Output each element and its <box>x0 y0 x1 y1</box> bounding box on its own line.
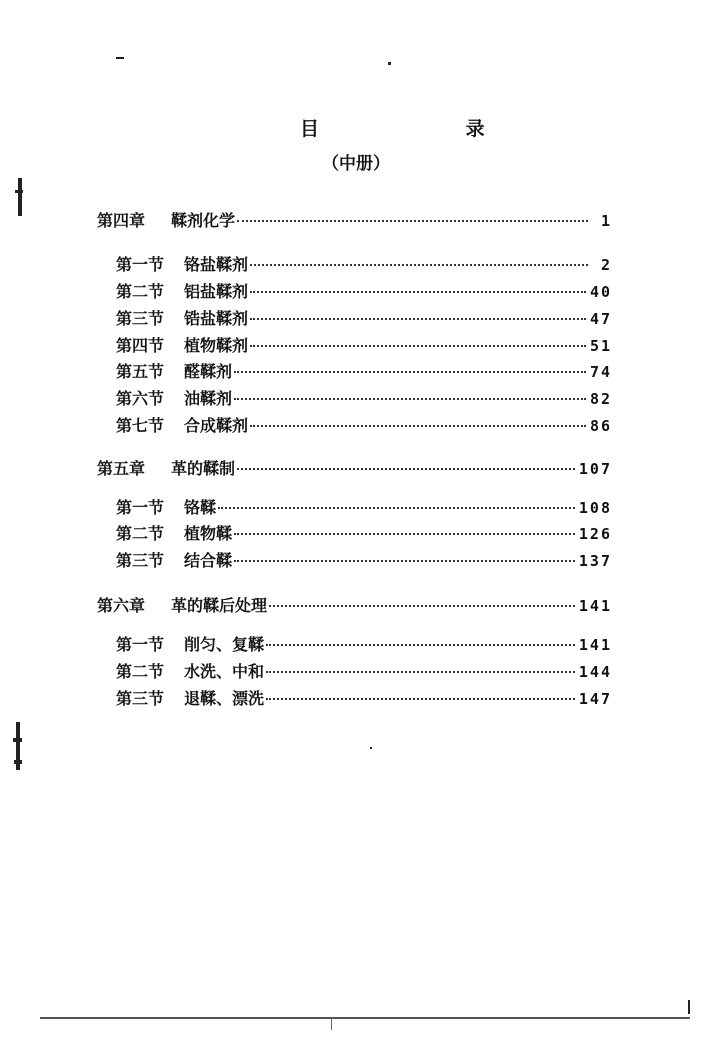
section-title: 合成鞣剂 <box>184 416 249 435</box>
dot-leader <box>250 345 586 347</box>
page-number: 51 <box>589 337 612 355</box>
chapter-number: 第六章 <box>97 596 146 615</box>
dot-leader <box>250 264 588 266</box>
page-number: 141 <box>578 636 612 654</box>
binding-mark <box>15 190 23 193</box>
binding-mark <box>13 738 22 742</box>
dot-leader <box>234 371 586 373</box>
page-bottom-rule <box>40 1017 690 1019</box>
toc-section-row <box>116 279 612 303</box>
toc-section-row <box>116 521 612 545</box>
toc-section-row <box>116 386 612 410</box>
section-number: 第一节 <box>116 255 165 274</box>
section-number: 第三节 <box>116 551 165 570</box>
dot-leader <box>250 425 586 427</box>
dot-leader <box>266 644 575 646</box>
page-number: 2 <box>600 256 612 274</box>
page-number: 86 <box>589 417 612 435</box>
dot-leader <box>269 605 575 607</box>
section-title: 油鞣剂 <box>184 389 233 408</box>
toc-section-row <box>116 306 612 330</box>
section-title: 结合鞣 <box>184 551 233 570</box>
chapter-number: 第五章 <box>97 459 146 478</box>
toc-section-row <box>116 495 612 519</box>
dot-leader <box>237 468 575 470</box>
dot-leader <box>250 318 586 320</box>
section-number: 第三节 <box>116 309 165 328</box>
page-number: 108 <box>578 499 612 517</box>
page-number: 141 <box>578 597 612 615</box>
section-title: 削匀、复鞣 <box>184 635 265 654</box>
section-title: 铬盐鞣剂 <box>184 255 249 274</box>
section-title: 植物鞣剂 <box>184 336 249 355</box>
chapter-title: 革的鞣后处理 <box>171 596 268 615</box>
dot-leader <box>218 507 575 509</box>
section-title: 锆盐鞣剂 <box>184 309 249 328</box>
section-title: 铬鞣 <box>184 498 217 517</box>
toc-section-row <box>116 333 612 357</box>
page-number: 74 <box>589 363 612 381</box>
section-title: 水洗、中和 <box>184 662 265 681</box>
page-number: 137 <box>578 552 612 570</box>
dot-leader <box>266 671 575 673</box>
page-number: 1 <box>600 212 612 230</box>
section-number: 第一节 <box>116 498 165 517</box>
dot-leader <box>237 220 588 222</box>
section-title: 铝盐鞣剂 <box>184 282 249 301</box>
toc-section-row <box>116 632 612 656</box>
toc-section-row <box>116 359 612 383</box>
section-number: 第七节 <box>116 416 165 435</box>
scan-speck <box>388 62 391 65</box>
scan-speck <box>116 57 124 59</box>
page-number: 144 <box>578 663 612 681</box>
section-number: 第一节 <box>116 635 165 654</box>
toc-section-row <box>116 413 612 437</box>
section-number: 第二节 <box>116 282 165 301</box>
binding-mark <box>14 760 22 764</box>
section-number: 第三节 <box>116 689 165 708</box>
section-number: 第二节 <box>116 662 165 681</box>
toc-section-row <box>116 659 612 683</box>
page-number: 40 <box>589 283 612 301</box>
page-bottom-tick <box>331 1018 332 1030</box>
section-number: 第二节 <box>116 524 165 543</box>
chapter-title: 鞣剂化学 <box>171 211 236 230</box>
page-number: 147 <box>578 690 612 708</box>
dot-leader <box>234 560 575 562</box>
chapter-title: 革的鞣制 <box>171 459 236 478</box>
page-number: 107 <box>578 460 612 478</box>
dot-leader <box>266 698 575 700</box>
section-title: 退鞣、漂洗 <box>184 689 265 708</box>
scan-speck <box>370 747 372 749</box>
toc-section-row <box>116 686 612 710</box>
binding-mark <box>18 178 22 216</box>
toc-chapter-row <box>97 208 612 232</box>
section-number: 第四节 <box>116 336 165 355</box>
toc-chapter-row <box>97 593 612 617</box>
section-number: 第六节 <box>116 389 165 408</box>
page-title: 目 录 <box>300 118 555 140</box>
section-number: 第五节 <box>116 362 165 381</box>
chapter-number: 第四章 <box>97 211 146 230</box>
section-title: 植物鞣 <box>184 524 233 543</box>
page-number: 47 <box>589 310 612 328</box>
toc-chapter-row <box>97 456 612 480</box>
section-title: 醛鞣剂 <box>184 362 233 381</box>
toc-section-row <box>116 548 612 572</box>
dot-leader <box>234 533 575 535</box>
dot-leader <box>250 291 586 293</box>
page-subtitle: （中册） <box>322 154 390 174</box>
dot-leader <box>234 398 586 400</box>
toc-section-row <box>116 252 612 276</box>
page-number: 126 <box>578 525 612 543</box>
page-number: 82 <box>589 390 612 408</box>
scan-speck <box>688 1000 690 1014</box>
